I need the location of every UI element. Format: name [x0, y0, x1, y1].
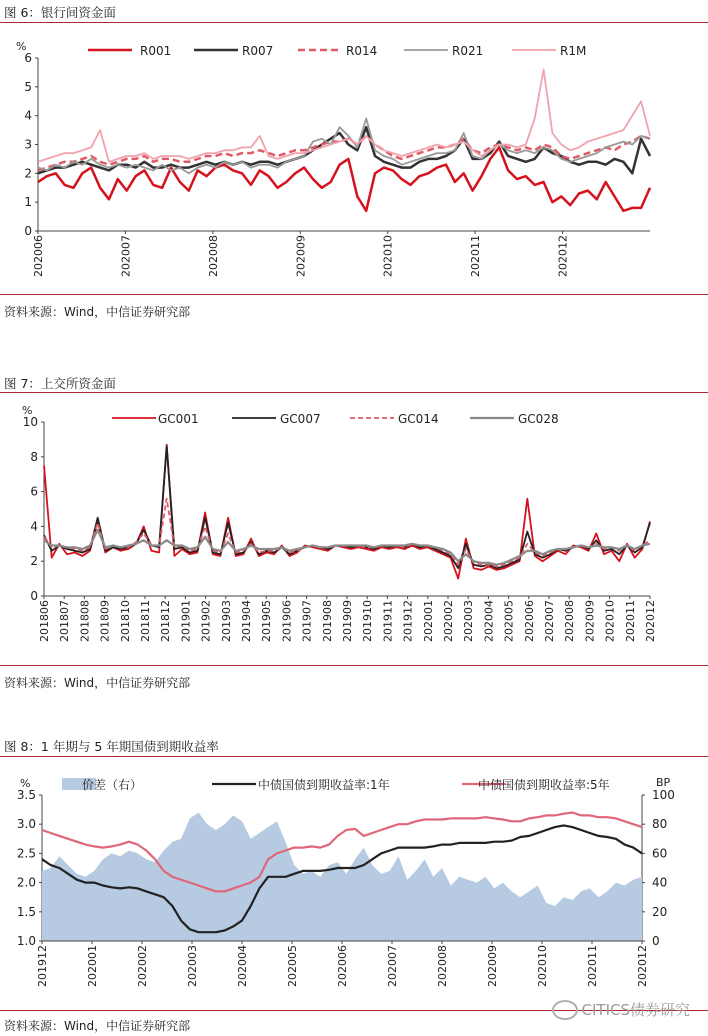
y-right-tick-label: 60 — [652, 846, 668, 861]
y-tick-label: 4 — [24, 108, 32, 123]
y-tick-label: 1.0 — [16, 934, 36, 948]
x-tick-label: 202005 — [286, 945, 299, 987]
y-tick-label: 6 — [30, 484, 38, 499]
x-tick-label: 202004 — [482, 600, 496, 642]
figure-7-source: 资料来源：Wind，中信证券研究部 — [4, 676, 191, 690]
x-tick-label: 202007 — [119, 235, 133, 277]
y-right-tick-label: 80 — [652, 817, 668, 832]
series-gc014-line — [44, 499, 650, 567]
figure-8-title: 图 8：1 年期与 5 年期国债到期收益率 — [4, 739, 219, 754]
chart-sse-repo-liquidity — [0, 396, 708, 664]
x-tick-label: 202011 — [623, 600, 637, 642]
x-tick-label: 202011 — [469, 234, 483, 277]
x-tick-label: 201907 — [300, 600, 314, 642]
y-right-tick-label: 20 — [652, 904, 668, 919]
y-tick-label: 2 — [30, 554, 38, 569]
x-tick-label: 202008 — [563, 600, 577, 642]
plot-area — [42, 813, 642, 942]
x-tick-label: 202006 — [336, 945, 349, 987]
wechat-icon — [552, 1000, 578, 1020]
legend-label: GC007 — [280, 412, 321, 426]
x-tick-label: 201811 — [139, 600, 152, 642]
x-tick-label: 202012 — [636, 945, 649, 987]
legend-label: GC001 — [158, 412, 199, 426]
legend-label: 中债国债到期收益率:1年 — [258, 778, 390, 792]
y-axis-unit: % — [20, 777, 31, 790]
x-tick-label: 202012 — [556, 235, 570, 277]
x-tick-label: 202002 — [442, 600, 455, 642]
x-tick-label: 202006 — [522, 600, 536, 642]
legend-label: R001 — [140, 44, 172, 58]
legend-label: R1M — [560, 44, 587, 58]
legend-label: GC014 — [398, 412, 439, 426]
x-tick-label: 202008 — [436, 945, 449, 987]
series-gc001-line — [44, 445, 650, 579]
x-tick-label: 201911 — [381, 600, 395, 642]
y-right-tick-label: 40 — [652, 875, 668, 890]
y-tick-label: 8 — [30, 449, 38, 464]
x-tick-label: 202002 — [136, 945, 149, 987]
x-tick-label: 202010 — [381, 235, 395, 277]
x-tick-label: 202012 — [644, 600, 657, 642]
x-tick-label: 202003 — [462, 600, 476, 642]
x-tick-label: 201912 — [36, 945, 49, 987]
y-axis-unit: % — [16, 40, 27, 53]
y-tick-label: 0 — [24, 224, 32, 238]
x-tick-label: 202009 — [486, 945, 499, 987]
figure-8-top-rule — [0, 756, 708, 757]
y-right-tick-label: 100 — [652, 788, 675, 802]
figure-6-top-rule — [0, 22, 708, 23]
y-tick-label: 0 — [30, 589, 38, 603]
legend-label: R021 — [452, 44, 484, 58]
x-tick-label: 202007 — [386, 945, 399, 987]
legend-label: R014 — [346, 44, 378, 58]
y-tick-label: 3.5 — [16, 788, 36, 802]
x-tick-label: 201910 — [361, 600, 375, 642]
y-tick-label: 6 — [24, 51, 32, 65]
y-right-tick-label: 0 — [652, 934, 660, 948]
figure-8-source: 资料来源：Wind，中信证券研究部 — [4, 1019, 191, 1033]
watermark — [552, 999, 690, 1021]
x-tick-label: 201809 — [98, 600, 112, 642]
x-tick-label: 201905 — [260, 600, 274, 642]
y-tick-label: 5 — [24, 79, 32, 94]
x-tick-label: 202007 — [543, 600, 556, 642]
y-right-axis-unit: BP — [656, 776, 671, 789]
legend-label: R007 — [242, 44, 274, 58]
plot-area — [44, 445, 650, 579]
axes — [16, 40, 650, 277]
y-tick-label: 2 — [24, 166, 32, 181]
x-tick-label: 202009 — [583, 600, 597, 642]
x-tick-label: 202009 — [294, 235, 308, 277]
y-tick-label: 2.5 — [16, 846, 36, 861]
y-tick-label: 10 — [22, 415, 38, 429]
y-tick-label: 1.5 — [16, 904, 36, 919]
figure-6-source: 资料来源：Wind，中信证券研究部 — [4, 305, 191, 319]
legend — [62, 777, 610, 792]
x-tick-label: 201908 — [320, 600, 334, 642]
figure-7-top-rule — [0, 392, 708, 393]
x-tick-label: 201904 — [240, 600, 253, 642]
legend-label: 价差（右） — [82, 778, 143, 792]
x-tick-label: 201810 — [118, 600, 132, 642]
legend — [88, 44, 586, 58]
x-tick-label: 201906 — [280, 600, 294, 642]
x-tick-label: 202001 — [86, 945, 99, 987]
y-tick-label: 2.0 — [16, 875, 36, 890]
x-tick-label: 202003 — [186, 945, 199, 987]
figure-7-bottom-rule — [0, 665, 708, 666]
x-tick-label: 201808 — [78, 600, 92, 642]
y-tick-label: 4 — [30, 519, 38, 534]
legend-label: GC028 — [518, 412, 559, 426]
figure-7-title: 图 7：上交所资金面 — [4, 376, 116, 391]
x-tick-label: 201909 — [341, 600, 354, 642]
watermark-text: CITICS债券研究 — [581, 1000, 690, 1019]
figure-6-title: 图 6：银行间资金面 — [4, 5, 116, 20]
x-tick-label: 201812 — [159, 600, 173, 642]
chart-treasury-yields — [0, 760, 708, 1008]
chart-interbank-liquidity — [0, 25, 708, 290]
x-tick-label: 202010 — [603, 600, 617, 642]
x-tick-label: 202005 — [502, 600, 516, 642]
figure-6-bottom-rule — [0, 294, 708, 295]
y-axis-unit: % — [22, 404, 33, 417]
x-tick-label: 201902 — [199, 600, 213, 642]
series-r1m-line — [38, 70, 650, 162]
x-tick-label: 201912 — [401, 600, 415, 642]
y-tick-label: 3.0 — [16, 817, 36, 832]
x-tick-label: 202004 — [236, 945, 249, 987]
x-tick-label: 201807 — [58, 600, 72, 642]
x-tick-label: 201806 — [38, 600, 51, 642]
y-tick-label: 1 — [24, 195, 32, 210]
x-tick-label: 202010 — [536, 945, 549, 987]
legend-label: 中债国债到期收益率:5年 — [478, 778, 610, 792]
x-tick-label: 201901 — [179, 600, 193, 642]
plot-area — [38, 70, 650, 211]
legend — [112, 412, 559, 426]
x-tick-label: 202006 — [32, 235, 45, 277]
x-tick-label: 202011 — [586, 945, 599, 987]
x-tick-label: 202001 — [421, 600, 435, 642]
x-tick-label: 202008 — [206, 235, 220, 277]
y-tick-label: 3 — [24, 137, 32, 152]
x-tick-label: 201903 — [219, 600, 233, 642]
axes — [22, 404, 657, 642]
